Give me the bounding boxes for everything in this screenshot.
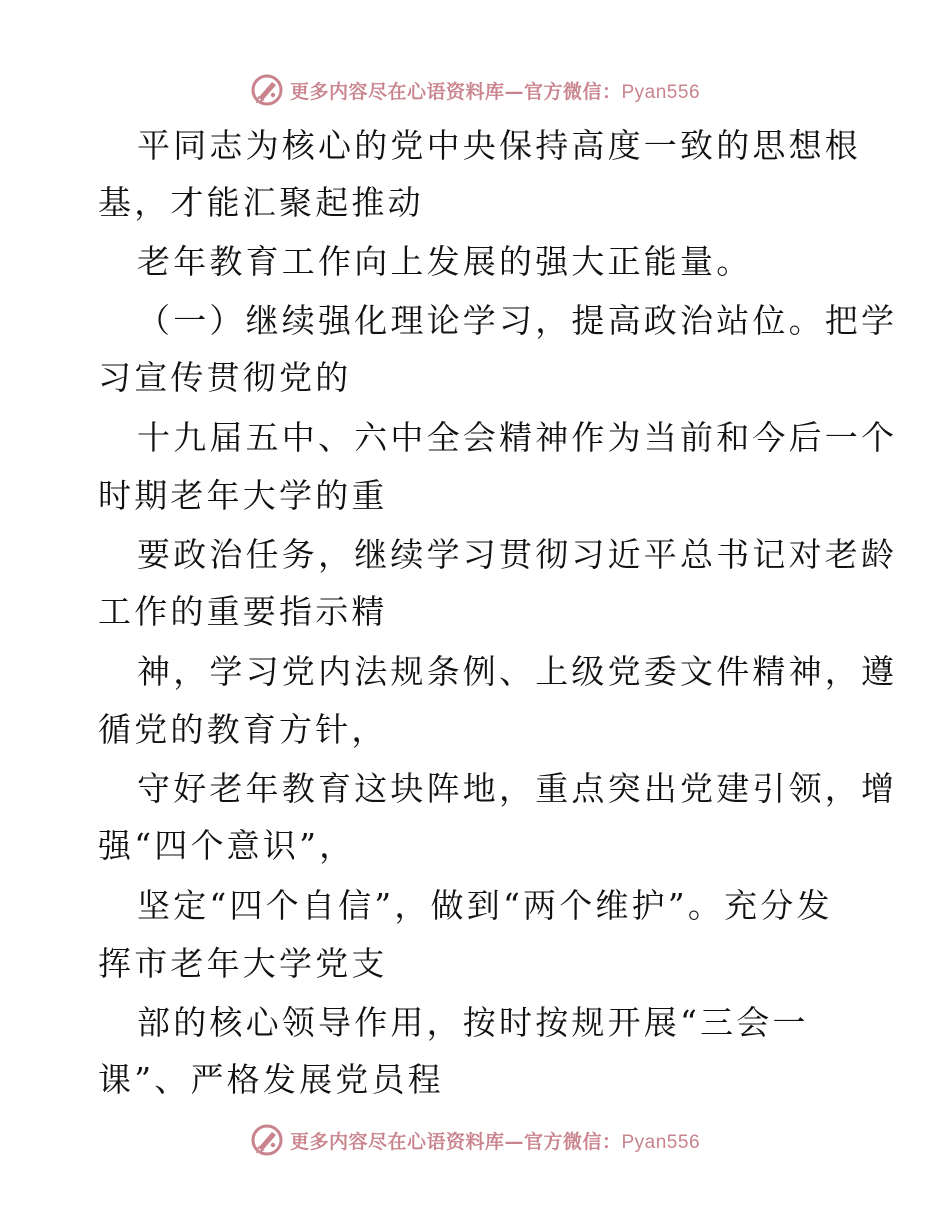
- paragraph-line: 十九届五中、六中全会精神作为当前和今后一个: [137, 418, 898, 457]
- watermark-text: [290, 77, 700, 104]
- paragraph-line: 守好老年教育这块阵地，重点突出党建引领，增: [137, 769, 898, 808]
- paragraph-line: 课”、严格发展党员程: [98, 1060, 444, 1099]
- watermark-wechat-id: Pyan556: [621, 1131, 701, 1153]
- paragraph-line: 平同志为核心的党中央保持高度一致的思想根: [137, 126, 861, 165]
- pen-circle-logo-icon: [250, 1123, 284, 1157]
- footer-watermark: [0, 1120, 950, 1160]
- watermark-wechat-id: Pyan556: [621, 81, 701, 103]
- watermark-official-text: 官方微信：: [523, 1130, 622, 1153]
- paragraph-line: 部的核心领导作用，按时按规开展“三会一: [137, 1003, 809, 1042]
- paragraph-line: 强“四个意识”，: [98, 826, 356, 865]
- watermark-dash: —: [504, 80, 524, 103]
- paragraph-line: （一）继续强化理论学习，提高政治站位。把学: [137, 301, 898, 340]
- paragraph-line: 循党的教育方针，: [98, 710, 388, 749]
- header-watermark: [0, 70, 950, 110]
- watermark-dash: —: [504, 1130, 524, 1153]
- paragraph-line: 习宣传贯彻党的: [98, 358, 352, 397]
- watermark-site-text: 更多内容尽在心语资料库: [289, 1130, 505, 1153]
- paragraph-line: 工作的重要指示精: [98, 592, 388, 631]
- watermark-official-text: 官方微信：: [523, 80, 622, 103]
- watermark-site-text: 更多内容尽在心语资料库: [289, 80, 505, 103]
- paragraph-line: 坚定“四个自信”，做到“两个维护”。充分发: [137, 886, 833, 925]
- paragraph-line: 老年教育工作向上发展的强大正能量。: [137, 242, 753, 281]
- paragraph-line: 要政治任务，继续学习贯彻习近平总书记对老龄: [137, 535, 898, 574]
- paragraph-line: 基，才能汇聚起推动: [98, 183, 424, 222]
- paragraph-line: 时期老年大学的重: [98, 476, 388, 515]
- watermark-text: [290, 1127, 700, 1154]
- paragraph-line: 挥市老年大学党支: [98, 944, 388, 983]
- pen-circle-logo-icon: [250, 73, 284, 107]
- paragraph-line: 神，学习党内法规条例、上级党委文件精神，遵: [137, 652, 898, 691]
